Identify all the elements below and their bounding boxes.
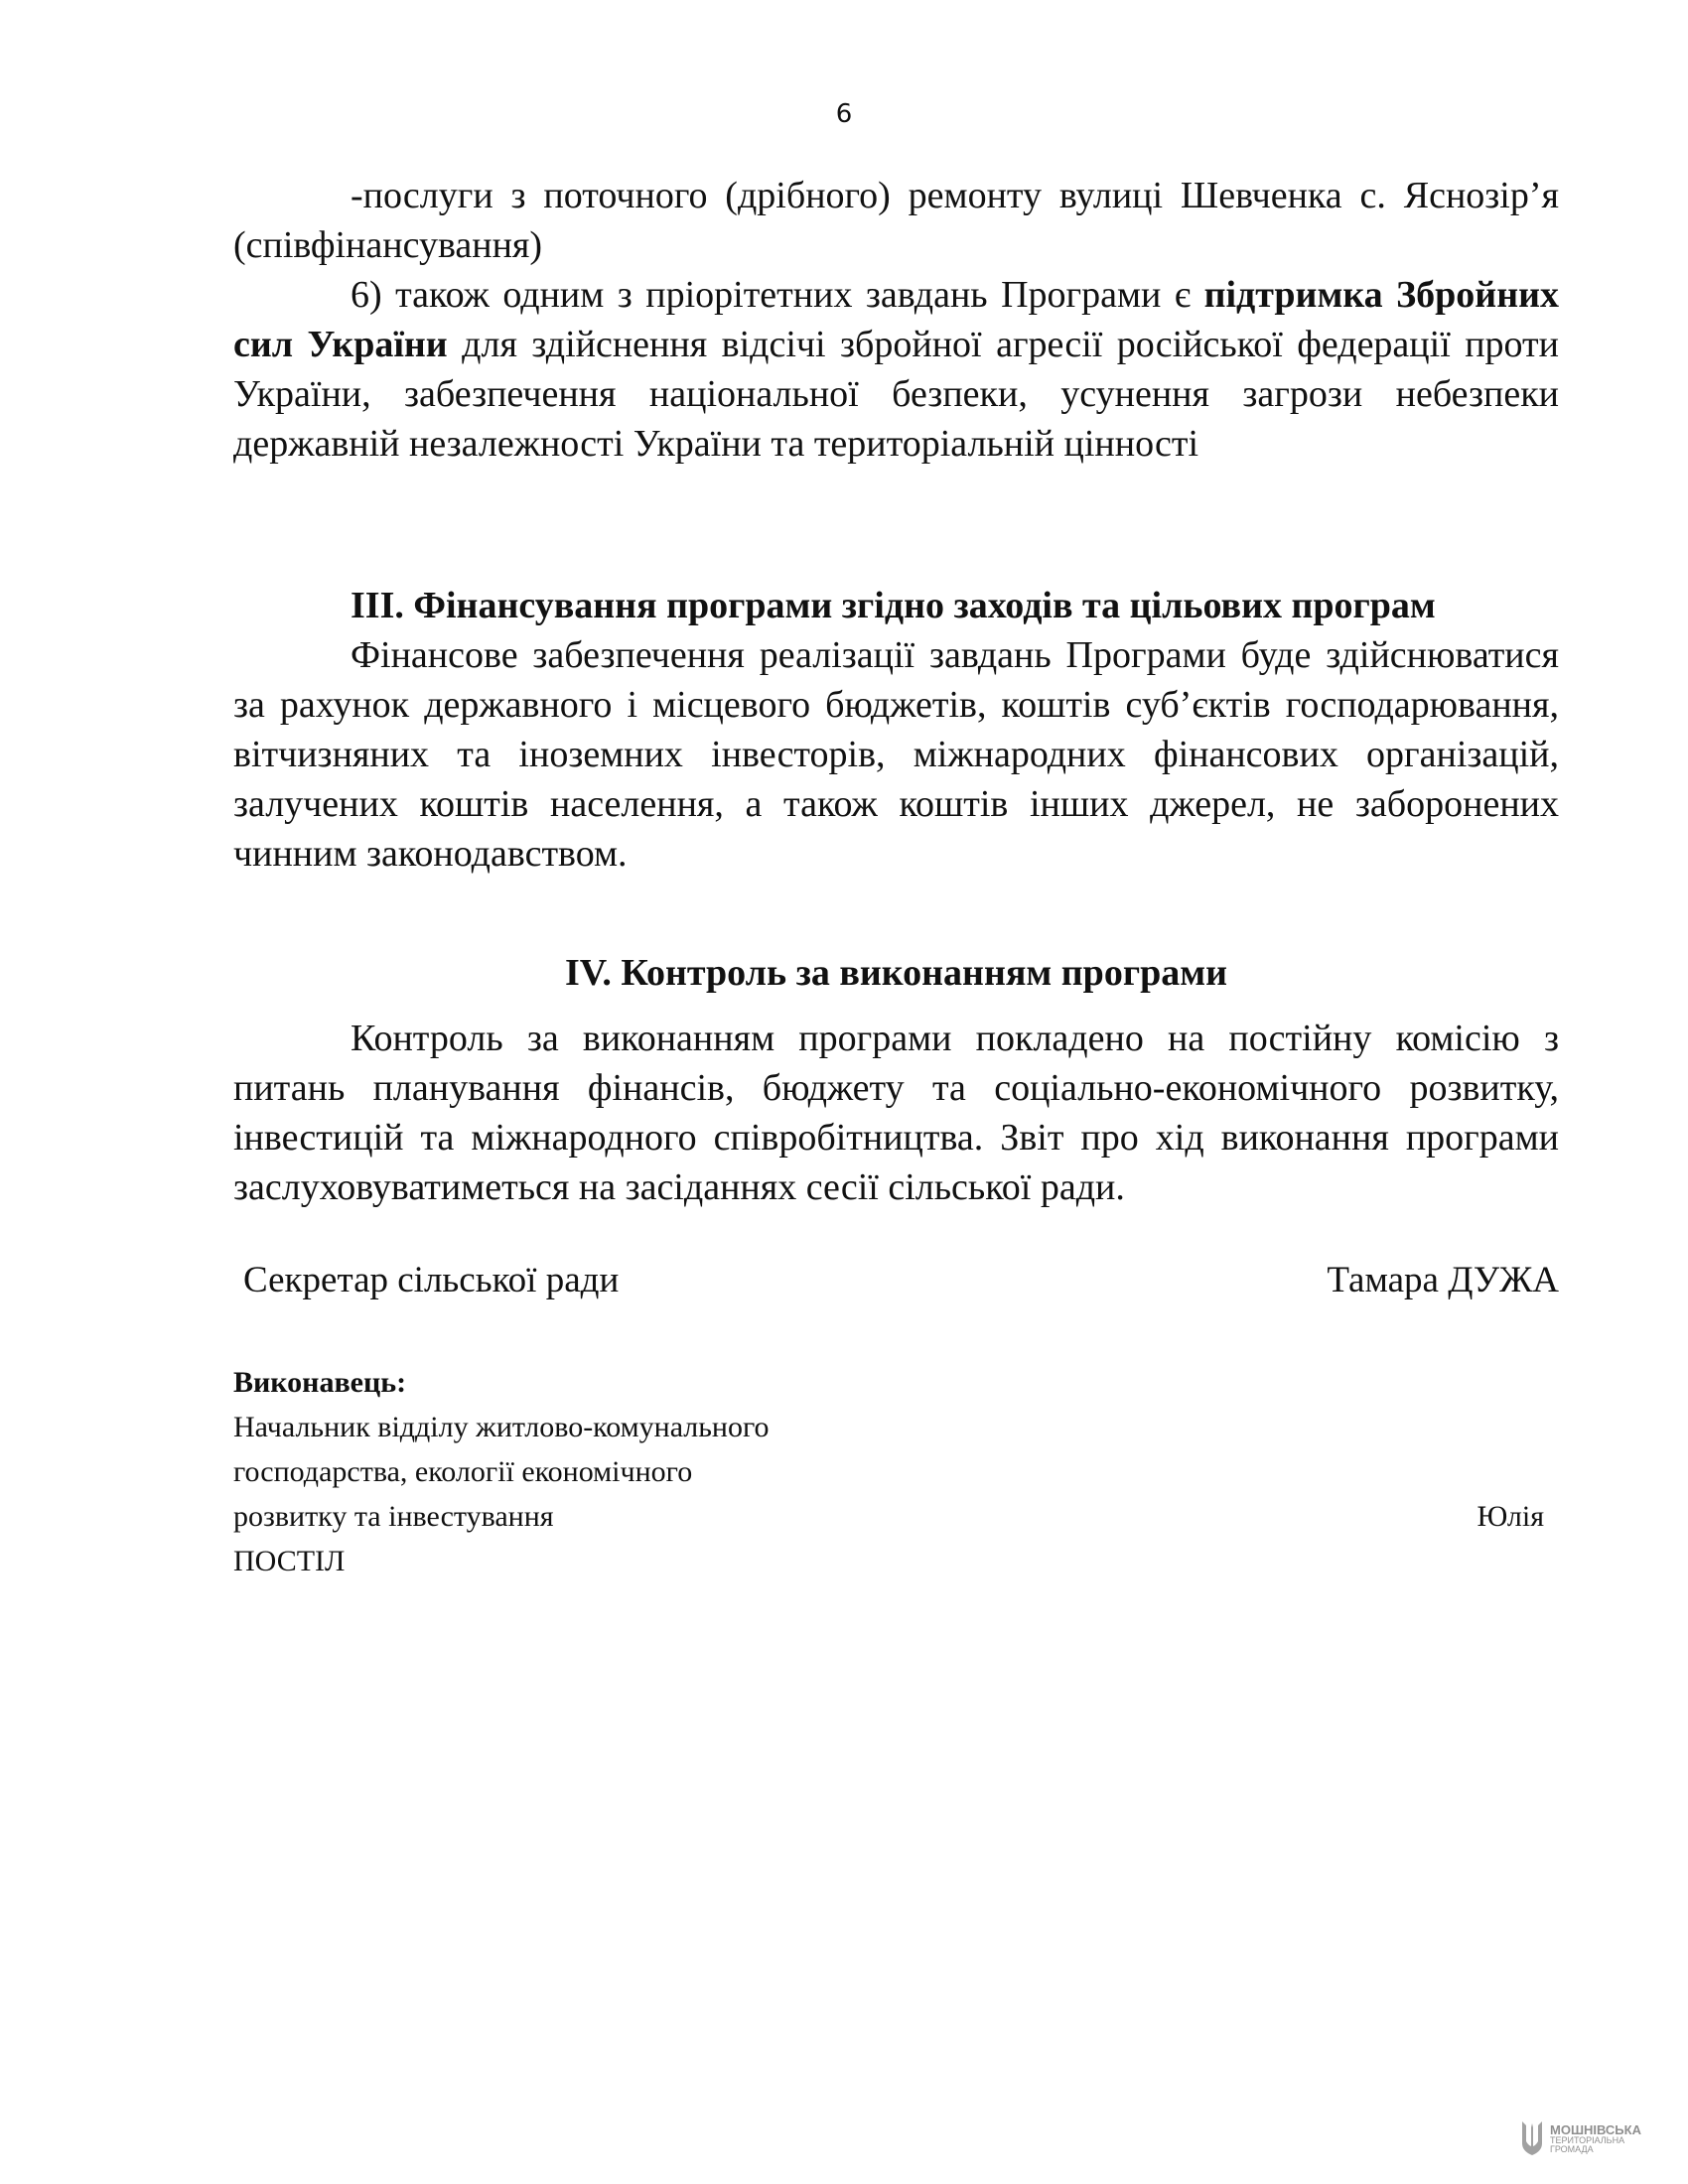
page-number: 6 [835, 99, 853, 129]
signature-block [243, 1256, 1559, 1305]
executor-position-line: розвитку та інвестування [233, 1500, 554, 1533]
paragraph-control: Контроль за виконанням програми покладено на постійну комісію з питань планування фінансів, бюджету та соціально-економічного розвитку, інвестицій та міжнародного співробітництва. Звіт про хід виконання програми заслуховуватиметься на засіданнях сесії сільської ради. [233, 1018, 1559, 1208]
executor-first-name: Юлія [1477, 1500, 1544, 1533]
paragraph-text: 6) також одним з пріорітетних завдань Програми є [351, 274, 1204, 316]
watermark-label [1550, 2123, 1641, 2154]
section-heading-control: IV. Контроль за виконанням програми [565, 952, 1227, 994]
paragraph-financing: Фінансове забезпечення реалізації завдань Програми буде здійснюватися за рахунок державного і місцевого бюджетів, коштів суб’єктів господарювання, вітчизняних та іноземних інвесторів, міжнародних фінансових організацій, залучених коштів населення, а також коштів інших джерел, не заборонених чинним законодавством. [233, 634, 1559, 875]
trident-icon [1519, 2119, 1545, 2157]
executor-position-line: Начальник відділу житлово-комунального [233, 1411, 770, 1443]
executor-title: Виконавець: [233, 1366, 407, 1399]
paragraph-street-repair: -послуги з поточного (дрібного) ремонту вулиці Шевченка с. Яснозір’я (співфінансування) [233, 175, 1559, 266]
executor-surname: ПОСТІЛ [233, 1545, 346, 1577]
program-tasks-continuation [233, 171, 1559, 469]
section-control [233, 948, 1559, 1212]
section-heading-financing: ІІІ. Фінансування програми згідно заходів та цільових програм [351, 585, 1436, 626]
executor-position-line: господарства, екології економічного [233, 1455, 693, 1488]
executor-block [233, 1360, 1559, 1583]
executor-row [233, 1494, 1559, 1539]
watermark-line: ГРОМАДА [1550, 2143, 1594, 2154]
watermark-line: ТЕРИТОРІАЛЬНА [1550, 2134, 1625, 2145]
paragraph-text: для здійснення відсічі збройної агресії російської федерації проти України, забезпечення національної безпеки, усунення загрози небезпеки державній незалежності України та територіальній цінності [233, 324, 1559, 465]
emphasis-text: підтримка Збройних сил України [233, 274, 1559, 365]
signatory-position: Секретар сільської ради [243, 1260, 620, 1300]
community-watermark [1519, 2119, 1641, 2157]
paragraph-armed-forces-support [233, 270, 1559, 469]
signatory-name: Тамара ДУЖА [1327, 1260, 1559, 1300]
watermark-line: МОШНІВСЬКА [1550, 2121, 1641, 2137]
section-financing [233, 581, 1559, 879]
